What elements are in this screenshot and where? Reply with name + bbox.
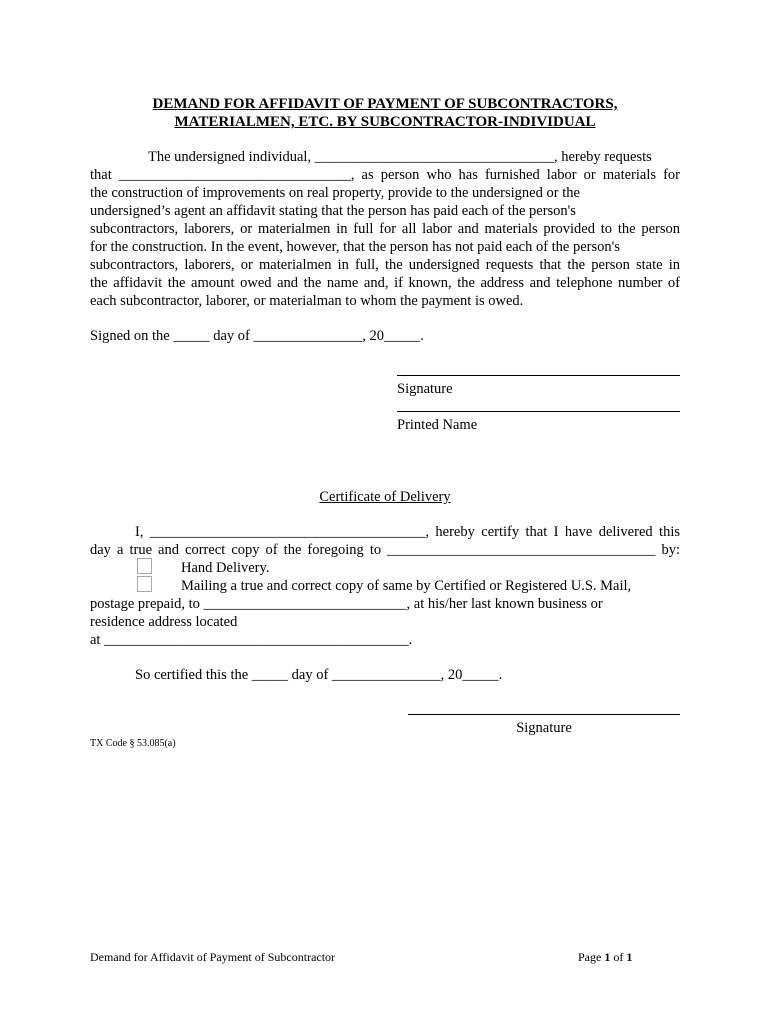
paragraph-line: subcontractors, laborers, or materialmen in full for all labor and materials provided to the person (90, 221, 680, 237)
printed-name-rule (397, 411, 680, 412)
page-word: Page (578, 950, 602, 964)
page-of: of (613, 950, 624, 964)
certified-date-line: So certified this the _____ day of _______________, 20_____. (135, 667, 503, 683)
title-line-2: MATERIALMEN, ETC. BY SUBCONTRACTOR-INDIVIDUAL (174, 114, 596, 130)
mail-delivery-checkbox[interactable] (137, 576, 152, 592)
page-current: 1 (604, 950, 611, 964)
certificate-heading: Certificate of Delivery (319, 489, 451, 505)
title-line-1: DEMAND FOR AFFIDAVIT OF PAYMENT OF SUBCONTRACTORS, (152, 96, 618, 112)
paragraph-line: subcontractors, laborers, or materialmen in full, the undersigned requests that the person state in (90, 257, 680, 273)
hand-delivery-label: Hand Delivery. (181, 560, 270, 576)
paragraph-line: the construction of improvements on real property, provide to the undersigned or the (90, 185, 580, 201)
signature-label: Signature (397, 381, 453, 397)
mail-delivery-label: Mailing a true and correct copy of same by Certified or Registered U.S. Mail, (181, 578, 632, 594)
postage-line: postage prepaid, to ____________________________, at his/her last known business or (90, 596, 603, 612)
certificate-line: day a true and correct copy of the foregoing to _____________________________________ by: (90, 542, 680, 558)
printed-name-label: Printed Name (397, 417, 478, 433)
address-at-line: at __________________________________________. (90, 632, 413, 648)
page-number (578, 950, 632, 964)
paragraph-line: the affidavit the amount owed and the name and, if known, the address and telephone number of (90, 275, 680, 291)
paragraph-line: The undersigned individual, _________________________________, hereby requests (148, 149, 652, 165)
code-reference: TX Code § 53.085(a) (90, 738, 176, 749)
certificate-line: I, ______________________________________, hereby certify that I have delivered this (135, 524, 680, 540)
paragraph-line: for the construction. In the event, however, that the person has not paid each of the person's (90, 239, 620, 255)
hand-delivery-checkbox[interactable] (137, 558, 152, 574)
certificate-signature-label: Signature (516, 720, 572, 736)
signature-rule (397, 375, 680, 376)
paragraph-line: that ________________________________, as person who has furnished labor or materials for (90, 167, 680, 183)
certificate-paragraph (90, 523, 680, 559)
paragraph-line: each subcontractor, laborer, or materialman to whom the payment is owed. (90, 293, 524, 309)
signed-on-line: Signed on the _____ day of _______________, 20_____. (90, 328, 424, 344)
page-total: 1 (626, 950, 633, 964)
certificate-signature-rule (408, 714, 680, 715)
document-title (90, 95, 680, 131)
residence-line: residence address located (90, 614, 238, 630)
request-paragraph (90, 148, 680, 310)
paragraph-line: undersigned’s agent an affidavit stating that the person has paid each of the person's (90, 203, 576, 219)
footer-title: Demand for Affidavit of Payment of Subcontractor (90, 950, 336, 964)
